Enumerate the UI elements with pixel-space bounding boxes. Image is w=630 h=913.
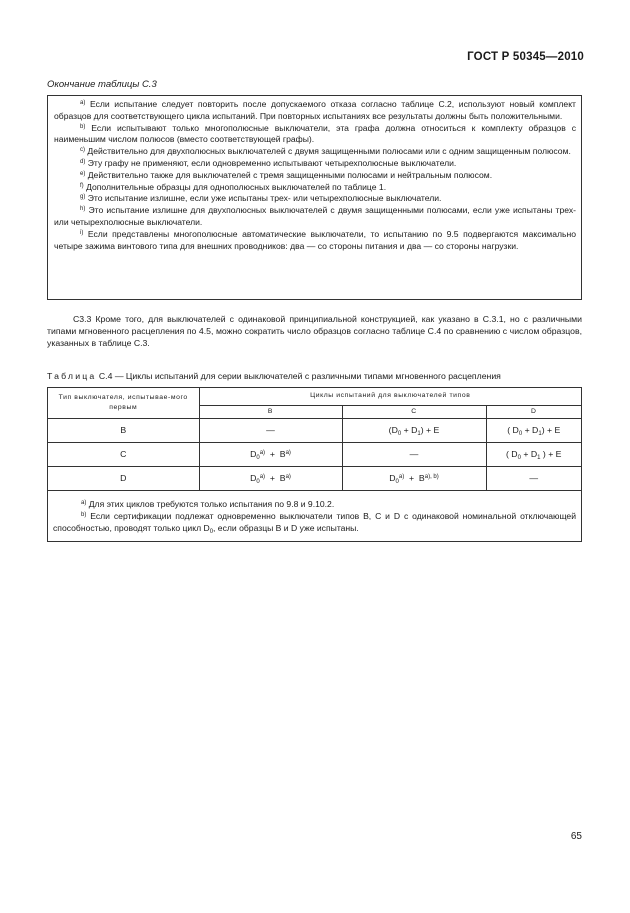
table-c3-notes	[47, 95, 582, 300]
cell-value: $D_0^{a)} + B^{a)}$	[199, 466, 342, 490]
note-e	[54, 170, 576, 182]
note-mark: b)	[80, 123, 86, 130]
note-b	[54, 123, 576, 147]
note-f	[54, 182, 576, 194]
cell-value: $(D_0 + D_1) + E$	[342, 418, 486, 442]
cell-value: —	[199, 418, 342, 442]
footnote-mark: b)	[81, 512, 87, 518]
note-mark: i)	[80, 229, 84, 236]
note-d	[54, 158, 576, 170]
note-mark: f)	[80, 182, 84, 189]
note-i	[54, 229, 576, 253]
table-row-d	[48, 466, 581, 490]
page-number: 65	[570, 831, 582, 842]
caption-text: С.4 — Циклы испытаний для серии выключателей с различными типами мгновенного расцепления	[96, 371, 501, 381]
column-header-b: B	[199, 405, 342, 418]
header-test-cycles: Циклы испытаний для выключателей типов	[199, 388, 581, 405]
cell-value: ( $D_0 + D_1$ ) + E	[486, 442, 581, 466]
table-row-b	[48, 418, 581, 442]
note-mark: a)	[80, 100, 86, 106]
cell-value: —	[342, 442, 486, 466]
note-mark: e)	[80, 170, 86, 177]
footnote-a	[53, 498, 576, 510]
note-text: Это испытание излишне, если уже испытаны трех- или четырехполюсные выключатели.	[87, 193, 442, 204]
column-header-d: D	[486, 405, 581, 418]
cell-value: $D_0^{a)} + B^{a), b)}$	[342, 466, 486, 490]
note-c	[54, 146, 576, 158]
clause-c3-3: С3.3 Кроме того, для выключателей с одинаковой принципиальной конструкцией, как указано в С.3.1, но с различными типами мгновенного расцепления по 4.5, можно сократить число образцов согласно таблице С.4 по сравнению с числом образцов, указанных в таблице С.3.	[47, 314, 582, 348]
continuation-title: Окончание таблицы С.3	[47, 79, 157, 90]
note-a	[54, 99, 576, 123]
note-text: Эту графу не применяют, если одновременно испытывают четырехполюсные выключатели.	[87, 157, 457, 168]
note-text: Если представлены многополюсные автоматические выключатели, то испытанию по 9.5 подвергаются максимально четыре зажима винтового типа для внешних проводников: два — со стороны питания и два — со стороны нагрузки.	[54, 228, 577, 251]
table-c4	[47, 387, 582, 542]
row-type: C	[48, 442, 199, 466]
table-c4-footnotes	[53, 498, 576, 534]
caption-label: Таблица	[47, 371, 97, 381]
cell-value: $D_0^{a)} + B^{a)}$	[199, 442, 342, 466]
note-g	[54, 193, 576, 205]
note-text: Дополнительные образцы для однополюсных выключателей по таблице 1.	[86, 181, 387, 192]
note-text: Действительно также для выключателей с тремя защищенными полюсами и нейтральным полюсом.	[87, 169, 493, 180]
footnote-text: Если сертификации подлежат одновременно выключатели типов В, С и D с одинаковой номинальной отключающей способностью, проводят только цикл $D_0$, если образцы В и D уже испытаны.	[53, 511, 576, 535]
note-mark: g)	[80, 194, 86, 201]
table-c4-caption	[47, 371, 587, 381]
note-text: Если испытывают только многополюсные выключатели, эта графа должна относиться к комплекту образцов с наименьшим числом полюсов (вместо соответствующей графы).	[54, 122, 577, 145]
note-mark: h)	[80, 206, 86, 213]
note-mark: c)	[80, 147, 85, 154]
table-row-c	[48, 442, 581, 466]
row-type: D	[48, 466, 199, 490]
standard-code: ГОСТ Р 50345—2010	[467, 51, 584, 63]
note-h	[54, 205, 576, 229]
column-header-c: C	[342, 405, 486, 418]
note-text: Действительно для двухполюсных выключателей с двумя защищенными полюсами или с одним защищенным полюсом.	[87, 146, 571, 157]
header-breaker-type: Тип выключателя, испытывае-мого первым	[48, 388, 199, 418]
footnote-b	[53, 510, 576, 534]
row-type: B	[48, 418, 199, 442]
note-mark: d)	[80, 158, 86, 165]
cell-value: ( $D_0 + D_1) + E$	[486, 418, 581, 442]
note-text: Это испытание излишне для двухполюсных выключателей с двумя защищенными полюсами, если уже испытаны трех- или четырехполюсные выключатели.	[54, 205, 577, 227]
cell-value: —	[486, 466, 581, 490]
footnote-mark: a)	[81, 500, 87, 506]
footnote-text: Для этих циклов требуются только испытания по 9.8 и 9.10.2.	[88, 499, 335, 509]
note-text: Если испытание следует повторить после допускаемого отказа согласно таблице С.2, используют новый комплект образцов для соответствующего цикла испытаний. При повторных испытаниях все результаты должны быть положительными.	[54, 99, 576, 121]
cycles-table	[48, 388, 581, 491]
